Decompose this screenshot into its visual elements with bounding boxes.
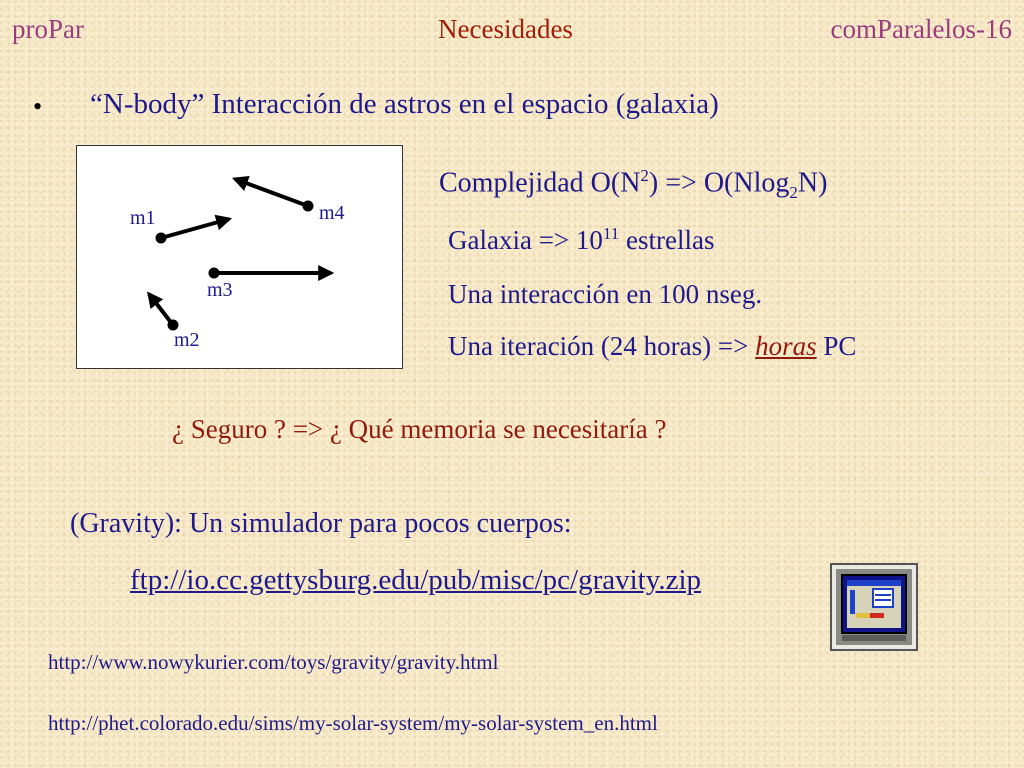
body-m4 [235, 179, 314, 212]
complexity-line: Complejidad $O(N^2) => O(Nlog_2N)$ [439, 166, 828, 202]
body-m2 [149, 294, 179, 331]
label-m3: m3 [207, 279, 233, 301]
header-left: proPar [12, 14, 84, 44]
header-right: comParalelos-16 [830, 14, 1012, 44]
application-window-icon[interactable] [830, 563, 918, 651]
bullet-text: “N-body” Interacción de astros en el espacio (galaxia) [90, 88, 719, 120]
label-m4: m4 [319, 202, 345, 224]
iteration-line: Una iteración (24 horas) => horas PC [448, 331, 857, 361]
body-m1 [156, 219, 230, 244]
bullet-icon: • [33, 92, 43, 121]
slide-title: Necesidades [438, 14, 573, 44]
gravity-description: (Gravity): Un simulador para pocos cuerpos: [70, 508, 572, 539]
label-m2: m2 [174, 329, 200, 351]
interaction-line: Una interacción en 100 nseg. [448, 279, 763, 309]
nbody-diagram [76, 145, 403, 369]
label-m1: m1 [130, 207, 156, 229]
phet-link[interactable]: http://phet.colorado.edu/sims/my-solar-system/my-solar-system_en.html [48, 711, 658, 735]
nbody-diagram-graphic [77, 146, 402, 368]
galaxy-line: Galaxia => $10^{11}$ estrellas [448, 224, 715, 255]
ftp-link[interactable]: ftp://io.cc.gettysburg.edu/pub/misc/pc/gravity.zip [130, 564, 702, 596]
body-m3 [209, 268, 332, 279]
memory-question: ¿ Seguro ? => ¿ Qué memoria se necesitaría ? [172, 414, 667, 444]
nowykurier-link[interactable]: http://www.nowykurier.com/toys/gravity/gravity.html [48, 650, 499, 674]
